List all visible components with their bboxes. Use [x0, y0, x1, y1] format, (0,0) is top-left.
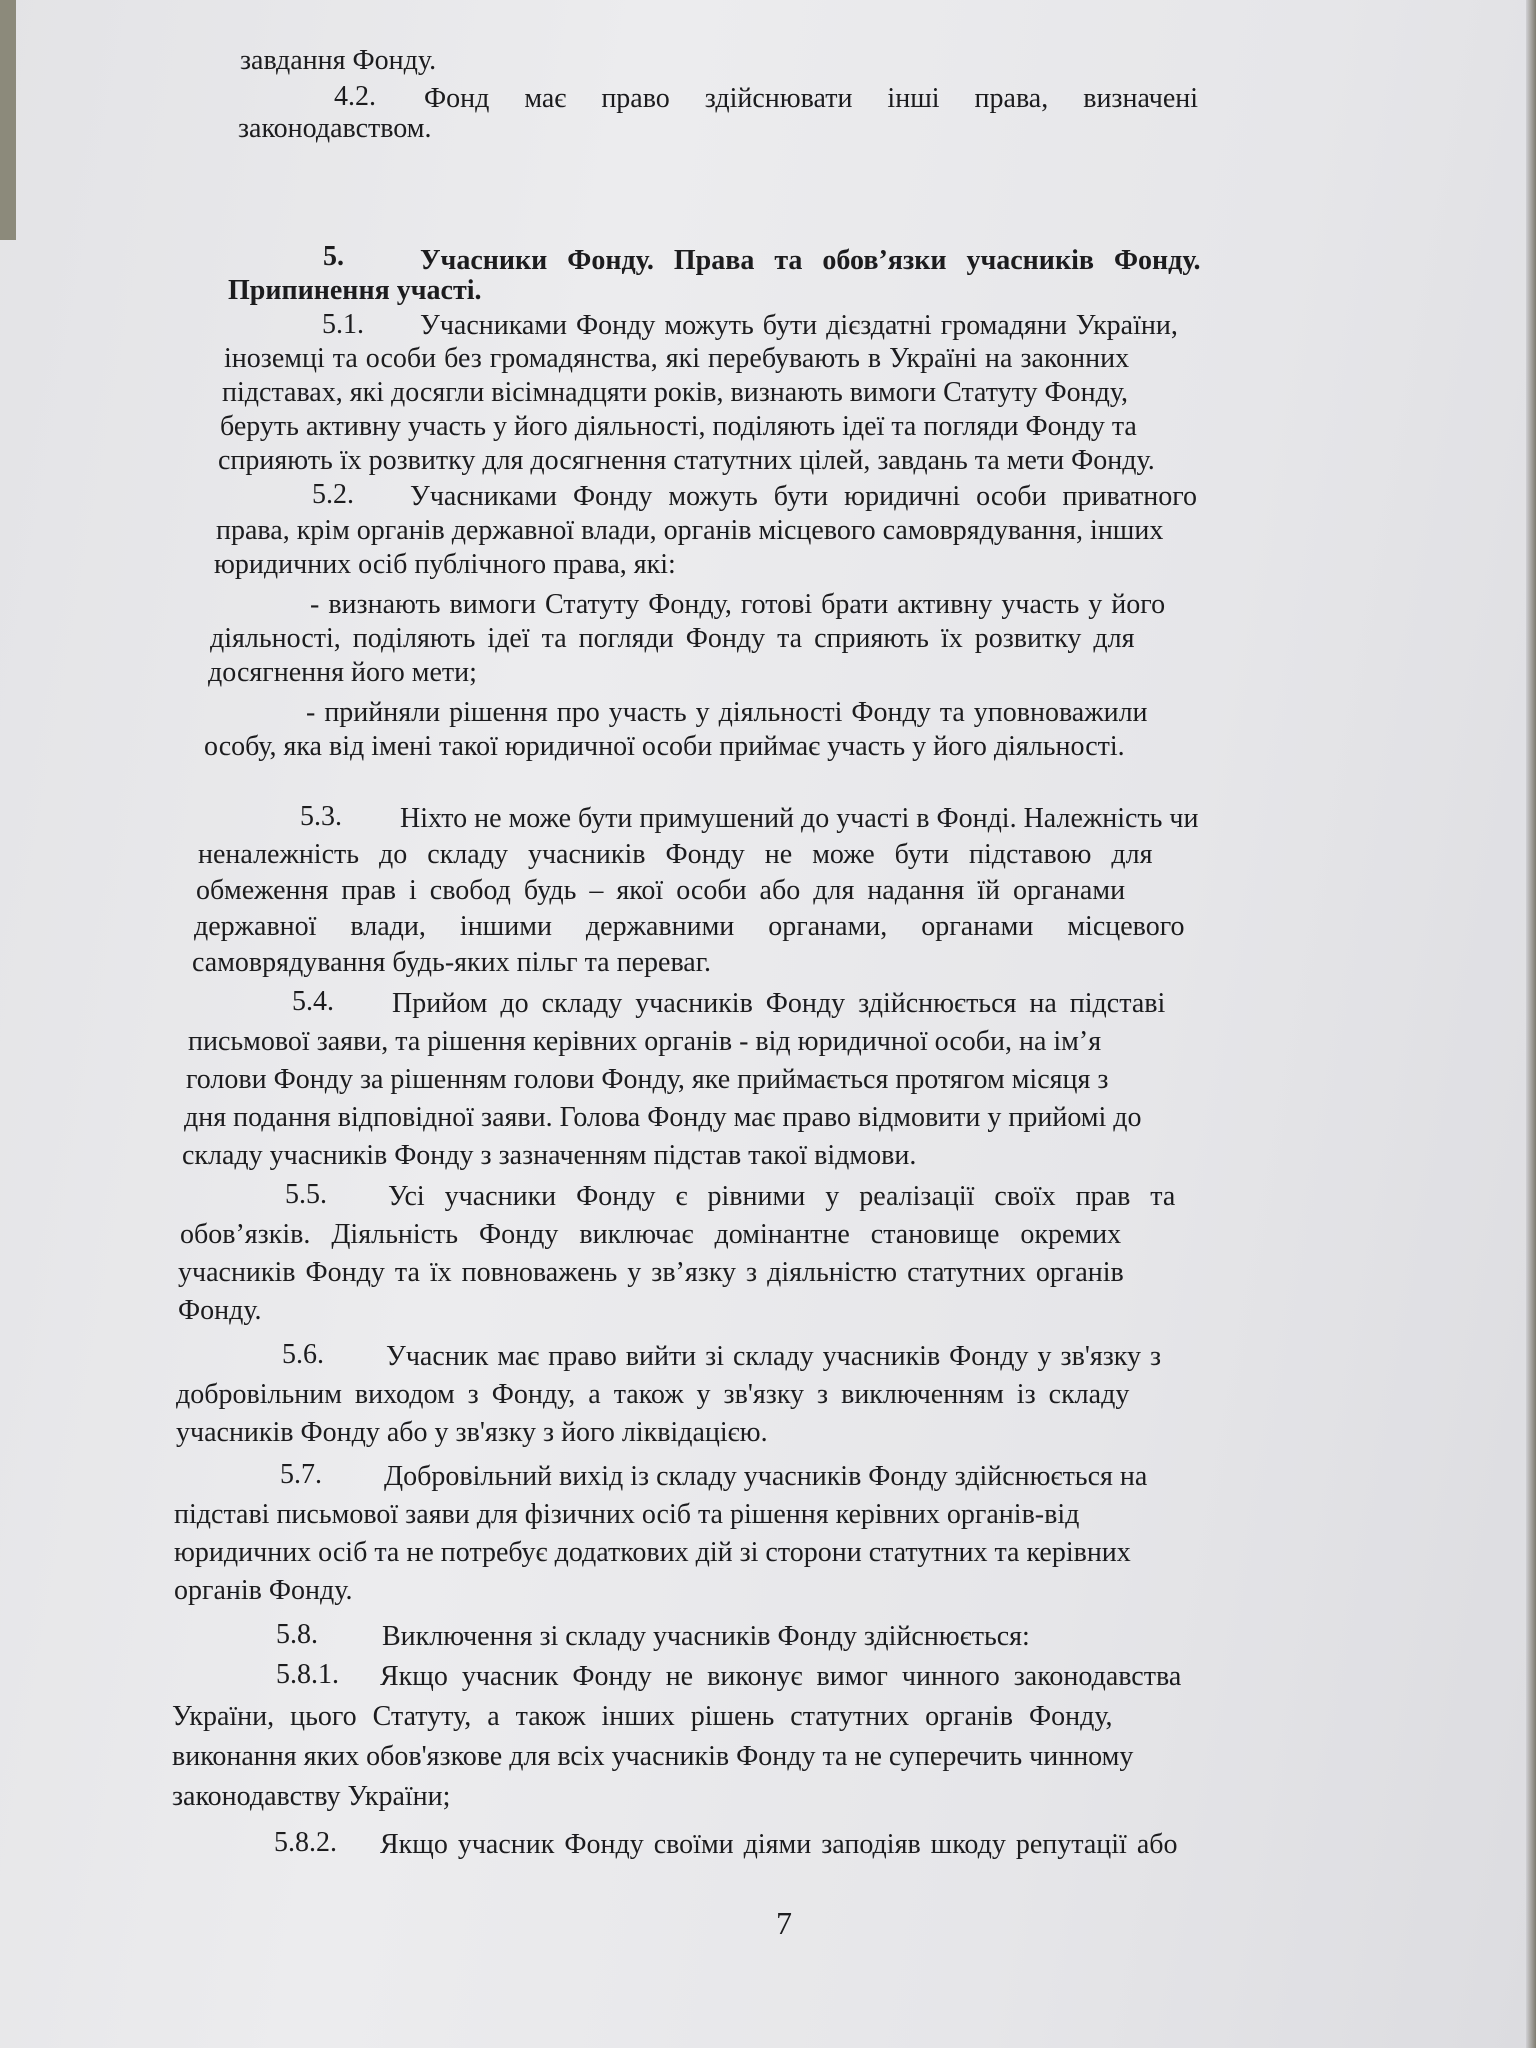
clause-number: 5.7. — [280, 1459, 322, 1490]
text-line: Фонд має право здійснювати інші права, визначені — [424, 83, 1199, 114]
list-item: - прийняли рішення про участь у діяльності Фонду та уповноважили — [306, 697, 1148, 728]
text-line: письмової заяви, та рішення керівних органів - від юридичної особи, на ім’я — [188, 1026, 1102, 1057]
text-line: Ніхто не може бути примушений до участі в Фонді. Належність чи — [400, 803, 1199, 834]
page-number: 7 — [776, 1905, 792, 1941]
text-line: Виключення зі складу учасників Фонду здійснюється: — [382, 1621, 1030, 1652]
section-heading: Припинення участі. — [228, 275, 482, 306]
clause-number: 5.4. — [292, 986, 334, 1017]
text-line: Усі учасники Фонду є рівними у реалізації своїх прав та — [388, 1181, 1176, 1212]
text-line: іноземці та особи без громадянства, які перебувають в Україні на законних — [224, 343, 1130, 374]
text-line: самоврядування будь-яких пільг та переваг. — [192, 947, 712, 978]
text-line: особу, яка від імені такої юридичної особи приймає участь у його діяльності. — [204, 731, 1125, 762]
text-line: обмеження прав і свобод будь – якої особи або для надання їй органами — [196, 875, 1126, 906]
text-line: беруть активну участь у його діяльності, поділяють ідеї та погляди Фонду та — [220, 411, 1137, 442]
text-line: сприяють їх розвитку для досягнення статутних цілей, завдань та мети Фонду. — [218, 445, 1155, 476]
clause-number: 5.3. — [300, 801, 342, 832]
text-line: обов’язків. Діяльність Фонду виключає домінантне становище окремих — [180, 1219, 1122, 1250]
text-line: неналежність до складу учасників Фонду не може бути підставою для — [198, 839, 1153, 870]
text-line: голови Фонду за рішенням голови Фонду, яке приймається протягом місяця з — [186, 1064, 1109, 1095]
text-line: Добровільний вихід із складу учасників Фонду здійснюється на — [384, 1461, 1148, 1492]
text-line: юридичних осіб публічного права, які: — [214, 549, 676, 580]
clause-number: 5.6. — [282, 1339, 324, 1370]
page-edge-shadow — [1526, 0, 1536, 2048]
section-heading: Учасники Фонду. Права та обов’язки учасників Фонду. — [420, 245, 1201, 276]
text-line: діяльності, поділяють ідеї та погляди Фонду та сприяють їх розвитку для — [210, 623, 1135, 654]
text-line: органів Фонду. — [174, 1575, 353, 1606]
clause-number: 5.8. — [276, 1619, 318, 1650]
clause-number: 5.5. — [285, 1179, 327, 1210]
text-line: Якщо учасник Фонду своїми діями заподіяв шкоду репутації або — [380, 1829, 1178, 1860]
text-line: виконання яких обов'язкове для всіх учасників Фонду та не суперечить чинному — [172, 1741, 1134, 1772]
text-line: юридичних осіб та не потребує додаткових дій зі сторони статутних та керівних — [174, 1537, 1131, 1568]
text-line: учасників Фонду та їх повноважень у зв’язку з діяльністю статутних органів — [178, 1257, 1124, 1288]
text-line: дня подання відповідної заяви. Голова Фонду має право відмовити у прийомі до — [184, 1102, 1142, 1133]
text-line: завдання Фонду. — [240, 45, 437, 76]
text-line: добровільним виходом з Фонду, а також у зв'язку з виключенням із складу — [176, 1379, 1130, 1410]
text-line: права, крім органів державної влади, органів місцевого самоврядування, інших — [216, 515, 1164, 546]
text-line: законодавству України; — [172, 1781, 451, 1812]
page-edge-shadow — [0, 0, 16, 240]
text-line: учасників Фонду або у зв'язку з його ліквідацією. — [176, 1417, 768, 1448]
clause-number: 5.8.2. — [274, 1827, 337, 1858]
text-line: досягнення його мети; — [208, 657, 477, 688]
list-item: - визнають вимоги Статуту Фонду, готові брати активну участь у його — [310, 589, 1166, 620]
text-line: Прийом до складу учасників Фонду здійснюється на підставі — [392, 988, 1166, 1019]
text-line: Якщо учасник Фонду не виконує вимог чинного законодавства — [380, 1661, 1182, 1692]
clause-number: 5.2. — [312, 479, 354, 510]
text-line: Учасник має право вийти зі складу учасників Фонду у зв'язку з — [386, 1341, 1162, 1372]
clause-number: 5.1. — [322, 309, 364, 340]
text-line: Фонду. — [178, 1295, 262, 1326]
text-line: Учасниками Фонду можуть бути юридичні особи приватного — [410, 481, 1198, 512]
text-line: підставах, які досягли вісімнадцяти років, визнають вимоги Статуту Фонду, — [222, 377, 1129, 408]
text-line: складу учасників Фонду з зазначенням підстав такої відмови. — [182, 1140, 917, 1171]
text-line: України, цього Статуту, а також інших рішень статутних органів Фонду, — [172, 1701, 1113, 1732]
text-line: підставі письмової заяви для фізичних осіб та рішення керівних органів-від — [174, 1499, 1080, 1530]
text-line: державної влади, іншими державними органами, органами місцевого — [194, 911, 1185, 942]
text-line: Учасниками Фонду можуть бути дієздатні громадяни України, — [420, 310, 1178, 341]
clause-number: 5.8.1. — [276, 1659, 339, 1690]
clause-number: 4.2. — [334, 81, 376, 112]
text-line: законодавством. — [238, 113, 432, 144]
section-number: 5. — [323, 241, 344, 272]
